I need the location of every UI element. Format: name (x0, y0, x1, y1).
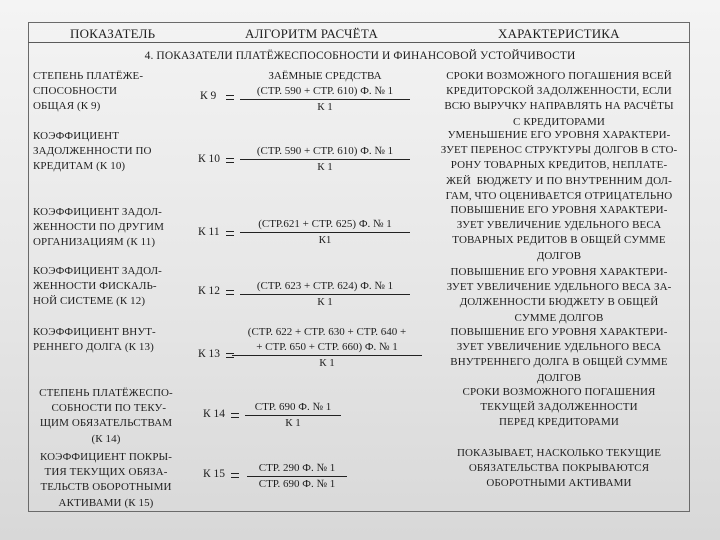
formula-k11-denominator: К1 (318, 234, 332, 246)
formula-k15-numerator: СТР. 290 Ф. № 1 (247, 461, 347, 477)
section-title: 4. ПОКАЗАТЕЛИ ПЛАТЁЖЕСПОСОБНОСТИ И ФИНАНСОВОЙ УСТОЙЧИВОСТИ (144, 50, 576, 62)
characteristic-k12: ПОВЫШЕНИЕ ЕГО УРОВНЯ ХАРАКТЕРИ- ЗУЕТ УВЕЛИЧЕНИЕ УДЕЛЬНОГО ВЕСА ЗА- ДОЛЖЕННОСТИ БЮДЖЕТУ В ОБЩЕЙ СУММЕ ДОЛГОВ (446, 266, 672, 324)
symbol-k11: К 11 (198, 226, 220, 238)
symbol-k9: К 9 (200, 90, 217, 102)
characteristic-k13: ПОВЫШЕНИЕ ЕГО УРОВНЯ ХАРАКТЕРИ- ЗУЕТ УВЕЛИЧЕНИЕ УДЕЛЬНОГО ВЕСА ВНУТРЕННЕГО ДОЛГА В ОБЩЕЙ СУММЕ ДОЛГОВ (450, 326, 668, 384)
equals-sign (231, 473, 239, 478)
characteristic-k10: УМЕНЬШЕНИЕ ЕГО УРОВНЯ ХАРАКТЕРИ- ЗУЕТ ПЕРЕНОС СТРУКТУРЫ ДОЛГОВ В СТО- РОНУ ТОВАРНЫХ КРЕДИТОВ, НЕПЛАТЕ- ЖЕЙ БЮДЖЕТУ И ПО ВНУТРЕННИМ ДОЛ- ГАМ, ЧТО ОЦЕНИВАЕТСЯ ОТРИЦАТЕЛЬНО (440, 129, 678, 202)
equals-sign (226, 290, 234, 295)
indicator-k10: КОЭФФИЦИЕНТ ЗАДОЛЖЕННОСТИ ПО КРЕДИТАМ (К 10) (33, 130, 152, 173)
header-indicator: ПОКАЗАТЕЛЬ (70, 26, 156, 41)
characteristic-k15: ПОКАЗЫВАЕТ, НАСКОЛЬКО ТЕКУЩИЕ ОБЯЗАТЕЛЬСТВА ПОКРЫВАЮТСЯ ОБОРОТНЫМИ АКТИВАМИ (456, 447, 662, 490)
indicator-k13: КОЭФФИЦИЕНТ ВНУТ- РЕННЕГО ДОЛГА (К 13) (33, 326, 156, 354)
formula-k9 (240, 69, 410, 115)
formula-k14-numerator: СТР. 690 Ф. № 1 (245, 400, 341, 416)
characteristic-k14: СРОКИ ВОЗМОЖНОГО ПОГАШЕНИЯ ТЕКУЩЕЙ ЗАДОЛЖЕННОСТИ ПЕРЕД КРЕДИТОРАМИ (462, 386, 656, 429)
formula-k10-numerator: (СТР. 590 + СТР. 610) Ф. № 1 (240, 144, 410, 160)
formula-k9-numerator: (СТР. 590 + СТР. 610) Ф. № 1 (240, 84, 410, 100)
formula-k14 (245, 400, 341, 431)
formula-k15-denominator: СТР. 690 Ф. № 1 (258, 478, 336, 490)
indicator-k11: КОЭФФИЦИЕНТ ЗАДОЛ- ЖЕННОСТИ ПО ДРУГИМ ОРГАНИЗАЦИЯМ (К 11) (33, 206, 164, 249)
equals-sign (226, 95, 234, 100)
formula-k14-denominator: К 1 (285, 417, 301, 429)
formula-k15 (247, 461, 347, 492)
formula-k10 (240, 144, 410, 175)
formula-k13-denominator: К 1 (319, 357, 335, 369)
symbol-k12: К 12 (198, 285, 221, 297)
formula-k12 (240, 279, 410, 310)
symbol-k10: К 10 (198, 153, 221, 165)
indicator-k12: КОЭФФИЦИЕНТ ЗАДОЛ- ЖЕННОСТИ ФИСКАЛЬ- НОЙ СИСТЕМЕ (К 12) (33, 265, 162, 308)
symbol-k14: К 14 (203, 408, 226, 420)
characteristic-k11: ПОВЫШЕНИЕ ЕГО УРОВНЯ ХАРАКТЕРИ- ЗУЕТ УВЕЛИЧЕНИЕ УДЕЛЬНОГО ВЕСА ТОВАРНЫХ РЕДИТОВ В ОБЩЕЙ СУММЕ ДОЛГОВ (450, 204, 668, 262)
symbol-k15: К 15 (203, 468, 226, 480)
equals-sign (231, 413, 239, 418)
formula-k10-denominator: К 1 (317, 161, 333, 173)
characteristic-k9: СРОКИ ВОЗМОЖНОГО ПОГАШЕНИЯ ВСЕЙ КРЕДИТОРСКОЙ ЗАДОЛЖЕННОСТИ, ЕСЛИ ВСЮ ВЫРУЧКУ НАПРАВЛЯТЬ НА РАСЧЁТЫ С КРЕДИТОРАМИ (444, 70, 674, 128)
formula-k9-label: ЗАЁМНЫЕ СРЕДСТВА (268, 70, 382, 82)
header-algorithm: АЛГОРИТМ РАСЧЁТА (245, 26, 378, 41)
header-characteristic: ХАРАКТЕРИСТИКА (498, 26, 620, 41)
symbol-k13: К 13 (198, 348, 221, 360)
formula-k11-numerator: (СТР.621 + СТР. 625) Ф. № 1 (240, 217, 410, 233)
formula-k9-denominator: К 1 (317, 101, 333, 113)
indicator-k14: СТЕПЕНЬ ПЛАТЁЖЕСПО- СОБНОСТИ ПО ТЕКУ- ЩИМ ОБЯЗАТЕЛЬСТВАМ (К 14) (39, 387, 173, 445)
equals-sign (226, 158, 234, 163)
formula-k11 (240, 217, 410, 248)
indicator-k9: СТЕПЕНЬ ПЛАТЁЖЕ- СПОСОБНОСТИ ОБЩАЯ (К 9) (33, 70, 144, 113)
equals-sign (226, 231, 234, 236)
header-divider (28, 42, 690, 43)
formula-k12-denominator: К 1 (317, 296, 333, 308)
indicator-k15: КОЭФФИЦИЕНТ ПОКРЫ- ТИЯ ТЕКУЩИХ ОБЯЗА- ТЕЛЬСТВ ОБОРОТНЫМИ АКТИВАМИ (К 15) (39, 451, 173, 509)
formula-k13 (232, 325, 422, 371)
formula-k12-numerator: (СТР. 623 + СТР. 624) Ф. № 1 (240, 279, 410, 295)
formula-k13-numerator: (СТР. 622 + СТР. 630 + СТР. 640 + + СТР. 650 + СТР. 660) Ф. № 1 (232, 325, 422, 356)
